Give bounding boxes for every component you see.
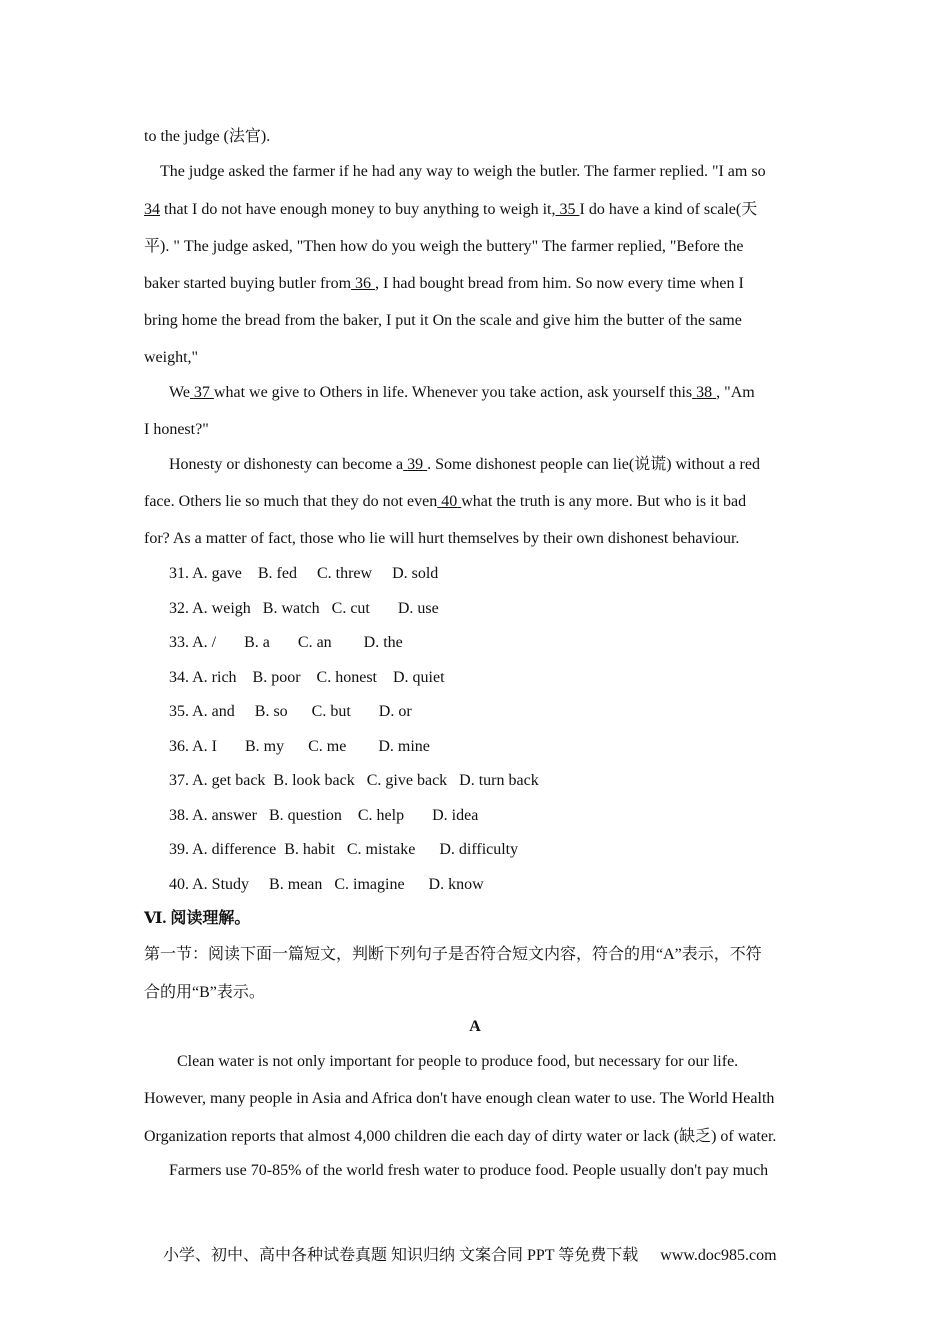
passage-a-line: However, many people in Asia and Africa don't have enough clean water to use. The World Health xyxy=(144,1090,775,1107)
footer-text: 小学、初中、高中各种试卷真题 知识归纳 文案合同 PPT 等免费下载 xyxy=(163,1247,639,1264)
blank-40: 40 xyxy=(441,493,458,510)
passage-line: I honest?" xyxy=(144,421,209,438)
option-row-32: 32. A. weigh B. watch C. cut D. use xyxy=(169,600,439,617)
passage-a-line: Farmers use 70-85% of the world fresh water to produce food. People usually don't pay much xyxy=(169,1162,769,1179)
passage-text: baker started buying butler from xyxy=(144,275,352,292)
option-row-37: 37. A. get back B. look back C. give back D. turn back xyxy=(169,772,539,789)
passage-line: The judge asked the farmer if he had any way to weigh the butler. The farmer replied. "I am so xyxy=(160,163,766,180)
passage-text: that I do not have enough money to buy anything to weigh it, xyxy=(164,201,556,218)
blank-38: 38 xyxy=(696,384,713,401)
passage-text: what we give to Others in life. Whenever you take action, ask yourself this xyxy=(213,384,693,401)
passage-line: 平). " The judge asked, "Then how do you weigh the buttery" The farmer replied, "Before the xyxy=(144,238,744,255)
option-row-38: 38. A. answer B. question C. help D. idea xyxy=(169,807,479,824)
section-instruction: 第一节：阅读下面一篇短文，判断下列句子是否符合短文内容，符合的用“A”表示，不符 xyxy=(144,946,762,963)
passage-line-blank-39 xyxy=(169,455,760,475)
passage-text: , "Am xyxy=(716,384,755,401)
passage-text: , I had bought bread from him. So now every time when I xyxy=(375,275,744,292)
passage-line-blank-36 xyxy=(144,274,744,294)
passage-line: bring home the bread from the baker, I put it On the scale and give him the butter of the same xyxy=(144,312,742,329)
option-row-33: 33. A. / B. a C. an D. the xyxy=(169,634,403,651)
passage-a-line: Clean water is not only important for people to produce food, but necessary for our life. xyxy=(177,1053,739,1070)
section-heading: Ⅵ. 阅读理解。 xyxy=(144,910,251,927)
option-row-39: 39. A. difference B. habit C. mistake D. difficulty xyxy=(169,841,519,858)
option-row-34: 34. A. rich B. poor C. honest D. quiet xyxy=(169,669,445,686)
blank-35: 35 xyxy=(559,201,576,218)
option-row-40: 40. A. Study B. mean C. imagine D. know xyxy=(169,876,484,893)
passage-text: . Some dishonest people can lie(说谎) without a red xyxy=(427,456,760,473)
blank-34: 34 xyxy=(144,201,160,218)
passage-line-blanks-37-38 xyxy=(169,383,755,403)
option-row-35: 35. A. and B. so C. but D. or xyxy=(169,703,412,720)
passage-text: We xyxy=(169,384,190,401)
passage-text: face. Others lie so much that they do not even xyxy=(144,493,438,510)
passage-a-line: Organization reports that almost 4,000 children die each day of dirty water or lack (缺乏) of water. xyxy=(144,1128,777,1145)
passage-line-blank-40 xyxy=(144,492,746,512)
passage-text: Honesty or dishonesty can become a xyxy=(169,456,404,473)
passage-text: I do have a kind of scale(天 xyxy=(579,201,758,218)
passage-text: what the truth is any more. But who is it bad xyxy=(461,493,747,510)
blank-37: 37 xyxy=(193,384,210,401)
passage-line: weight," xyxy=(144,349,199,366)
passage-line: to the judge (法官). xyxy=(144,128,271,145)
blank-36: 36 xyxy=(355,275,372,292)
option-row-31: 31. A. gave B. fed C. threw D. sold xyxy=(169,565,439,582)
passage-label: A xyxy=(469,1018,481,1035)
passage-line-blanks-34-35 xyxy=(144,200,757,220)
option-row-36: 36. A. I B. my C. me D. mine xyxy=(169,738,430,755)
passage-line: for? As a matter of fact, those who lie will hurt themselves by their own dishonest behaviour. xyxy=(144,530,740,547)
section-instruction: 合的用“B”表示。 xyxy=(144,984,265,1001)
blank-39: 39 xyxy=(407,456,424,473)
page-footer xyxy=(163,1246,777,1266)
footer-url[interactable]: www.doc985.com xyxy=(660,1247,777,1264)
